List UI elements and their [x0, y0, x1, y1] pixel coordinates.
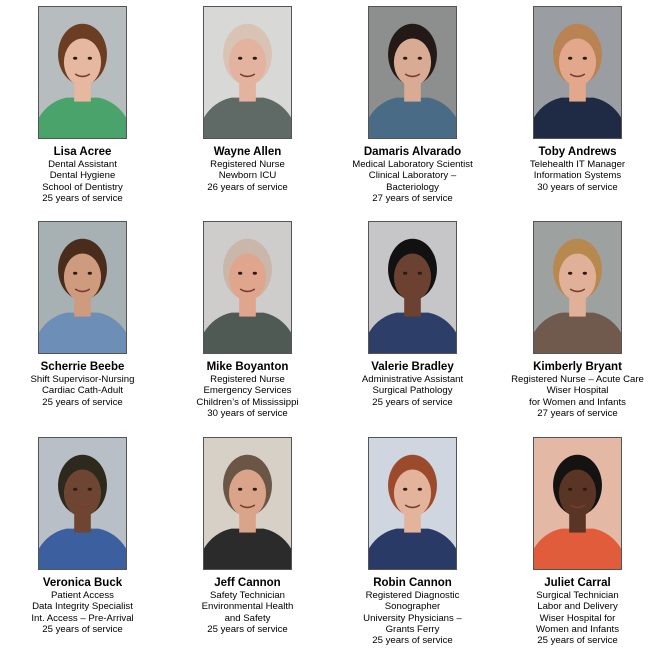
years-of-service: 25 years of service	[42, 192, 123, 204]
person-detail-line: Information Systems	[533, 170, 622, 182]
portrait-photo	[368, 6, 457, 139]
portrait-photo	[203, 6, 292, 139]
staff-card	[330, 6, 495, 204]
person-detail-line: Environmental Health	[201, 601, 294, 613]
person-detail-line: Sonographer	[384, 601, 441, 613]
person-name: Toby Andrews	[538, 146, 617, 158]
staff-card	[165, 437, 330, 635]
person-detail-line: Surgical Technician	[536, 590, 619, 601]
years-of-service: 25 years of service	[42, 396, 123, 408]
person-detail-line: Surgical Pathology	[372, 385, 453, 397]
staff-card	[330, 221, 495, 408]
staff-card	[0, 437, 165, 635]
staff-card	[165, 221, 330, 419]
years-of-service: 30 years of service	[537, 181, 618, 193]
person-detail-line: Medical Laboratory Scientist	[352, 159, 473, 170]
staff-card	[495, 437, 660, 646]
person-detail-line: for Women and Infants	[529, 396, 626, 408]
person-name: Wayne Allen	[213, 146, 282, 158]
person-detail-line: University Physicians –	[363, 612, 462, 624]
person-detail-line: Clinical Laboratory –	[368, 170, 457, 182]
portrait-photo	[38, 6, 127, 139]
person-name: Juliet Carral	[544, 577, 611, 589]
person-detail-line: Cardiac Cath-Adult	[41, 385, 124, 397]
person-name: Valerie Bradley	[371, 361, 454, 373]
person-detail-line: Patient Access	[51, 590, 114, 601]
person-detail-line: Shift Supervisor-Nursing	[30, 374, 135, 385]
years-of-service: 25 years of service	[537, 635, 618, 647]
person-detail-line: Dental Hygiene	[49, 170, 116, 182]
portrait-photo	[368, 437, 457, 570]
person-detail-line: Bacteriology	[386, 181, 439, 193]
person-name: Robin Cannon	[373, 577, 452, 589]
person-detail-line: Grants Ferry	[385, 623, 440, 635]
staff-card	[165, 6, 330, 193]
person-detail-line: Newborn ICU	[218, 170, 277, 182]
person-detail-line: Children’s of Mississippi	[196, 396, 299, 408]
person-name: Veronica Buck	[42, 577, 123, 589]
portrait-photo	[533, 221, 622, 354]
person-detail-line: Dental Assistant	[48, 159, 117, 170]
person-detail-line: and Safety	[224, 612, 271, 624]
person-detail-line: School of Dentistry	[42, 181, 123, 193]
years-of-service: 26 years of service	[207, 181, 288, 193]
person-detail-line: Wiser Hospital	[546, 385, 609, 397]
staff-card	[0, 221, 165, 408]
person-detail-line: Administrative Assistant	[361, 374, 464, 385]
staff-card	[330, 437, 495, 646]
years-of-service: 25 years of service	[372, 635, 453, 647]
portrait-photo	[368, 221, 457, 354]
portrait-photo	[203, 221, 292, 354]
portrait-photo	[533, 6, 622, 139]
person-name: Damaris Alvarado	[363, 146, 462, 158]
person-detail-line: Telehealth IT Manager	[529, 159, 626, 170]
years-of-service: 25 years of service	[372, 396, 453, 408]
years-of-service: 27 years of service	[372, 192, 453, 204]
portrait-photo	[203, 437, 292, 570]
person-detail-line: Registered Nurse	[210, 159, 285, 170]
person-detail-line: Registered Nurse	[210, 374, 285, 385]
person-name: Mike Boyanton	[206, 361, 289, 373]
years-of-service: 25 years of service	[207, 623, 288, 635]
person-detail-line: Int. Access – Pre-Arrival	[31, 612, 134, 624]
years-of-service: 27 years of service	[537, 407, 618, 419]
person-detail-line: Safety Technician	[209, 590, 286, 601]
staff-card	[495, 221, 660, 419]
person-name: Scherrie Beebe	[40, 361, 125, 373]
years-of-service: 25 years of service	[42, 623, 123, 635]
person-name: Lisa Acree	[53, 146, 112, 158]
portrait-photo	[38, 437, 127, 570]
person-detail-line: Emergency Services	[203, 385, 292, 397]
person-name: Kimberly Bryant	[533, 361, 622, 373]
staff-card	[0, 6, 165, 204]
years-of-service: 30 years of service	[207, 407, 288, 419]
portrait-photo	[533, 437, 622, 570]
person-detail-line: Women and Infants	[535, 623, 620, 635]
person-detail-line: Registered Nurse – Acute Care	[511, 374, 644, 385]
person-detail-line: Registered Diagnostic	[365, 590, 460, 601]
person-detail-line: Wiser Hospital for	[539, 612, 616, 624]
staff-card	[495, 6, 660, 193]
person-detail-line: Labor and Delivery	[537, 601, 618, 613]
person-detail-line: Data Integrity Specialist	[32, 601, 133, 613]
person-name: Jeff Cannon	[214, 577, 281, 589]
portrait-photo	[38, 221, 127, 354]
